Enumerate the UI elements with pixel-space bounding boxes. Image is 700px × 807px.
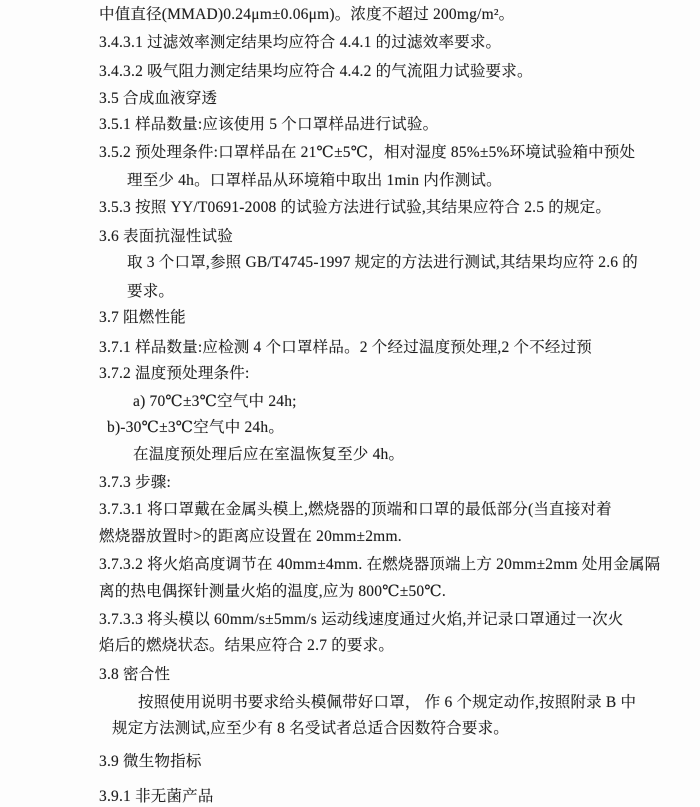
- line-3-7-3-2-cont: 离的热电偶探针测量火焰的温度,应为 800℃±50℃.: [99, 583, 446, 600]
- line-3-4-3-2: 3.4.3.2 吸气阻力测定结果均应符合 4.4.2 的气流阻力试验要求。: [99, 63, 533, 80]
- line-3-7-3: 3.7.3 步骤:: [99, 474, 171, 491]
- heading-3-5: 3.5 合成血液穿透: [99, 90, 218, 107]
- line-3-5-2: 3.5.2 预处理条件:口罩样品在 21℃±5℃，相对湿度 85%±5%环境试验箱中预处: [99, 144, 636, 161]
- line-3-7-2-note: 在温度预处理后应在室温恢复至少 4h。: [133, 446, 405, 463]
- line-3-7-3-2: 3.7.3.2 将火焰高度调节在 40mm±4mm. 在燃烧器顶端上方 20mm±2mm 处用金属隔: [99, 556, 661, 573]
- line-3-8-body: 按照使用说明书要求给头模佩带好口罩， 作 6 个规定动作,按照附录 B 中: [138, 694, 637, 711]
- line-3-5-2-cont: 理至少 4h。口罩样品从环境箱中取出 1min 内作测试。: [127, 172, 502, 189]
- line-3-4-3-1: 3.4.3.1 过滤效率测定结果均应符合 4.4.1 的过滤效率要求。: [99, 34, 502, 51]
- line-3-7-2: 3.7.2 温度预处理条件:: [99, 365, 250, 382]
- line-3-7-2-item-b: b)-30℃±3℃空气中 24h。: [107, 419, 285, 436]
- line-3-7-1: 3.7.1 样品数量:应检测 4 个口罩样品。2 个经过温度预处理,2 个不经过预: [99, 339, 593, 356]
- line-3-7-3-3-cont: 焰后的燃烧状态。结果应符合 2.7 的要求。: [99, 637, 395, 654]
- line-3-5-1: 3.5.1 样品数量:应该使用 5 个口罩样品进行试验。: [99, 116, 439, 133]
- heading-3-8: 3.8 密合性: [99, 666, 171, 683]
- line-3-6-body-cont: 要求。: [127, 283, 175, 300]
- heading-3-7: 3.7 阻燃性能: [99, 309, 186, 326]
- heading-3-9: 3.9 微生物指标: [99, 753, 202, 770]
- line-mmad-concentration: 中值直径(MMAD)0.24μm±0.06μm)。浓度不超过 200mg/m²。: [99, 6, 515, 23]
- line-3-7-2-item-a: a) 70℃±3℃空气中 24h;: [133, 393, 297, 410]
- line-3-5-3: 3.5.3 按照 YY/T0691-2008 的试验方法进行试验,其结果应符合 2.5 的规定。: [99, 199, 612, 216]
- line-3-7-3-1: 3.7.3.1 将口罩戴在金属头模上,燃烧器的顶端和口罩的最低部分(当直接对着: [99, 501, 612, 518]
- heading-3-6: 3.6 表面抗湿性试验: [99, 228, 233, 245]
- line-3-7-3-3: 3.7.3.3 将头模以 60mm/s±5mm/s 运动线速度通过火焰,并记录口罩通过一次火: [99, 611, 624, 628]
- line-3-9-1: 3.9.1 非无菌产品: [99, 788, 214, 805]
- line-3-6-body: 取 3 个口罩,参照 GB/T4745-1997 规定的方法进行测试,其结果均应符 2.6 的: [127, 254, 638, 271]
- line-3-8-body-cont: 规定方法测试,应至少有 8 名受试者总适合因数符合要求。: [112, 720, 509, 737]
- line-3-7-3-1-cont: 燃烧器放置时>的距离应设置在 20mm±2mm.: [99, 528, 402, 545]
